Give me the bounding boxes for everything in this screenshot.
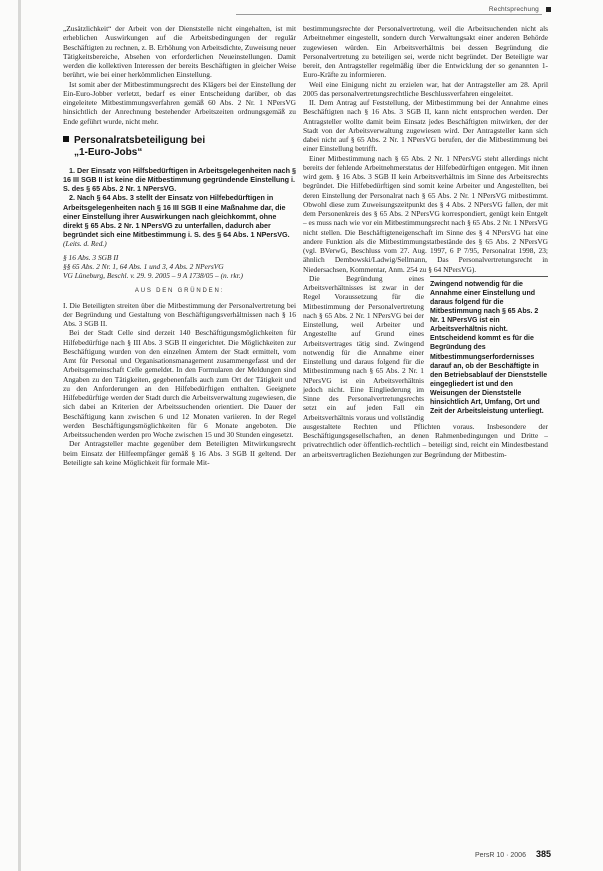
running-header: Rechtsprechung xyxy=(488,6,539,13)
right-paragraph-5: Die Begründung eines Arbeitsverhältnisses ist zwar in der Regel Voraussetzung für die Mitbestimmung der Personalvertretung nach § 65 Abs. 2 Nr. 1 NPersVG bei der Einstellung, weil Arbeiter und Angestellte auf Grund eines Arbeitsvertrages tätig sind. Zwingend notwendig für die Annahme einer Einstellung und daraus folgend für die Mitbestimmung nach § 65 Abs. 2 Nr. 1 NPersVG ist ein Arbeitsverhältnis jedoch nicht. Eine Eingliederung im Sinne des Personalvertretungsrechts setzt ein auf jeden Fall ein Arbeitsverhältnis voraus und vollständig ausgestaltete Rechten und Pflichten voraus. Insbesondere der Beschäftigungsgesellschaften, an denen Rahmenbedingungen und Dritte – privatrechtlich oder öffentlich-rechtlich – beteiligt sind, reicht ein Mindestbestand an arbeitsvertraglichen Beziehungen zur Begründung der Mitbestim- xyxy=(303,273,548,459)
leitsatz-1: 1. Der Einsatz von Hilfsbedürftigen in Arbeitsgelegenheiten nach § 16 III SGB II ist keine die Mitbestimmung gegründende Einstellung i. S. des § 65 Abs. 2 Nr. 1 NPersVG. xyxy=(63,165,296,194)
issue-label: PersR 10 · 2006 xyxy=(474,852,526,859)
header-square-icon xyxy=(546,7,551,12)
leitsatz-note: (Leits. d. Red.) xyxy=(63,239,107,249)
section-title-line1: Personalratsbeteiligung bei xyxy=(74,134,206,146)
gruende-paragraph-2: Bei der Stadt Celle sind derzeit 140 Beschäftigungsmöglichkeiten für Hilfebedürftige nach § III Abs. 3 SGB II eingerichtet. Die Möglichkeiten zur Beschäftigung wurden von den einzelnen Ämtern der Stadt ermittelt, vom Amt für Personal und Organisationsmanagement zusammengefasst und der Arbeitsgemeinschaft Celle gemeldet. In den Formularen der Meldungen sind Angaben zu den Tätigkeiten, gegebenenfalls auch zum Ort der Tätigkeit und zu den Anforderungen an den Hilfebedürftigen enthalten. Geeignete Hilfebedürftige werden der Stadt durch die Arbeitsverwaltung zugewiesen, die sich dabei an Kriterien der Arbeitssuchenden orientiert. Die Dauer der Beschäftigung kann zwischen 6 und 12 Monaten variieren. In der Regel werden Beschäftigungsmöglichkeiten für 6 Monate angeboten. Die Arbeitssuchenden werden pro Woche zwischen 15 und 30 Stunden eingesetzt. xyxy=(63,328,296,440)
norms-line-2: §§ 65 Abs. 2 Nr. 1, 64 Abs. 1 und 3, 4 Abs. 2 NPersVG xyxy=(63,261,224,271)
page-number: 385 xyxy=(535,849,551,859)
intro-paragraph-2: Ist somit aber der Mitbestimmungsrecht des Klägers bei der Einstellung der Ein-Euro-Jobber verletzt, bedarf es einer Entscheidung darüber, ob das eingeleitete Mitbestimmungsverfahren gemäß 60 Abs. 2 Nr. 1 NPersVG hinsichtlich der Anrechnung bestehender Arbeitszeiten ordnungsgemäß zu Ende geführt wurde, nicht mehr. xyxy=(63,79,296,126)
leitsatz-2: 2. Nach § 64 Abs. 3 stellt der Einsatz von Hilfebedürftigen in Arbeitsgelegenheiten nach § 16 III SGB II eine Maßnahme dar, die einer Einstellung ihrer Auswirkungen nach gleichkommt, ohne direkt § 65 Abs. 2 Nr. 1 NPersVG zu unterfallen, dadurch aber begründet sich eine Mitbestimmung i. S. des § 64 Abs. 1 NPersVG. xyxy=(63,193,290,240)
section-title-line2: „1-Euro-Jobs“ xyxy=(74,146,143,158)
header-rule xyxy=(236,14,542,15)
section-title xyxy=(63,135,296,159)
norms-line-1: § 16 Abs. 3 SGB II xyxy=(63,252,119,262)
right-paragraph-1: bestimmungsrechte der Personalvertretung, weil die Arbeitsuchenden nicht als Arbeitnehmer eingestellt, sondern durch Verwaltungsakt einer anderen Behörde zugewiesen würden. Ein Arbeitsverhältnis bei dessen Begründung die Personalvertretung zu beteiligen sei, werde nicht begründet. Der Beteiligte war bereit, den Antragsteller regelmäßig über die Entwicklung der so genannten 1-Euro-Kräfte zu informieren. xyxy=(303,24,548,80)
pull-quote-box: Zwingend notwendig für die Annahme einer Einstellung und daraus folgend für die Mitbestimmung nach § 65 Abs. 2 Nr. 1 NPersVG ist ein Arbeitsverhältnis nicht. Entscheidend kommt es für die Begründung des Mitbestimmungserfordernisses darauf an, ob der Beschäftigte in den Betriebsablauf der Dienststelle eingegliedert ist und den Weisungen der Dienststelle hinsichtlich Art, Umfang, Ort und Zeit der Arbeitsleistung unterliegt. xyxy=(430,276,548,416)
right-paragraph-4: Einer Mitbestimmung nach § 65 Abs. 2 Nr. 1 NPersVG steht allerdings nicht bereits der fehlende Arbeitnehmerstatus der Hilfebedürftigen entgegen. Mit ihnen wird gem. § 16 Abs. 3 SGB II kein Arbeitsverhältnis im Sinne des Arbeitsrechts begründet. Die Hilfebedürftigen sind somit keine Arbeiter und Angestellten, bei deren Einstellung der Personalrat nach § 65 Abs. 2 Nr. 1 NPersVG mitbestimmt. Obwohl diese zum Zuweisungszeitpunkt des § 4 Abs. 2 NPersVG fallen, der mit dem Personenkreis des § 65 Abs. 2 NPersVG korrespondiert, genügt kein Entgelt – es muss nach wie vor ein Mitbestimmungsrecht nach § 65 Abs. 2 Nr. 1 NPersVG nicht stellen. Die Beschäftigteneigenschaft im Sinne des § 4 NPersVG hat eine andere Funktion als die Mitbestimmungstatbestände des § 65 Abs. 2 NPersVG (vgl. BVerwG, Beschluss vom 27. Aug. 1997, 6 P 7/95, Personalrat 1998, 23; ähnlich Dembowski/Ladwig/Sellmann, Das Personalvertretungsrecht in Niedersachsen, Kommentar, Anm. 254 zu § 64 NPersVG). xyxy=(303,153,548,274)
gruende-heading: AUS DEN GRÜNDEN: xyxy=(134,288,225,295)
page-footer xyxy=(475,849,551,859)
section-bullet-icon xyxy=(63,136,69,142)
gruende-paragraph-1: I. Die Beteiligten streiten über die Mitbestimmung der Personalvertretung bei der Begründung und Gestaltung von Beschäftigungsverhältnissen nach § 16 Abs. 3 SGB II. xyxy=(63,300,296,329)
right-paragraph-3: II. Dem Antrag auf Feststellung, der Mitbestimmung bei der Annahme eines Beschäftigten nach § 16 Abs. 3 SGB II, kann nicht entsprochen werden. Der Antragsteller wollte damit beim Einsatz jedes Beschäftigten mitwirken, der der Stadt von der Arbeitsverwaltung zugewiesen wird. Der Antragsteller kann sich dabei nicht auf § 65 Abs. 2 Nr. 1 NPersVG berufen, der die Mitbestimmung bei einer Einstellung betrifft. xyxy=(303,98,548,154)
right-column xyxy=(303,24,548,459)
scan-edge xyxy=(18,0,21,871)
right-paragraph-2: Weil eine Einigung nicht zu erzielen war, hat der Antragsteller am 28. April 2005 das personalvertretungsrechtliche Beschlussverfahren eingeleitet. xyxy=(303,79,548,98)
left-column xyxy=(63,24,296,467)
gruende-paragraph-3: Der Antragsteller machte gegenüber dem Beteiligten Mitwirkungsrecht beim Einsatz der Hilfeempfänger gemäß § 16 Abs. 3 SGB II geltend. Der Beteiligte sah keine Möglichkeit für formale Mit- xyxy=(63,439,296,467)
intro-paragraph-1: „Zusätzlichkeit“ der Arbeit von der Dienststelle nicht eingehalten, ist mit erheblichen Auswirkungen auf die Arbeitsbedingungen der regulär Beschäftigten zu rechnen, z. B. Erhöhung von Arbeitsdichte, Zuweisung neuer Tätigkeitsbereiche, Absehen von erforderlichen Neueinstellungen. Damit werden die kollektiven Interessen der bereits Beschäftigten in gleicher Weise berührt, wie bei einer herkömmlichen Einstellung. xyxy=(63,24,296,80)
court-citation: VG Lüneburg, Beschl. v. 29. 9. 2005 – 9 A 1738/05 – (n. rkr.) xyxy=(63,271,243,281)
